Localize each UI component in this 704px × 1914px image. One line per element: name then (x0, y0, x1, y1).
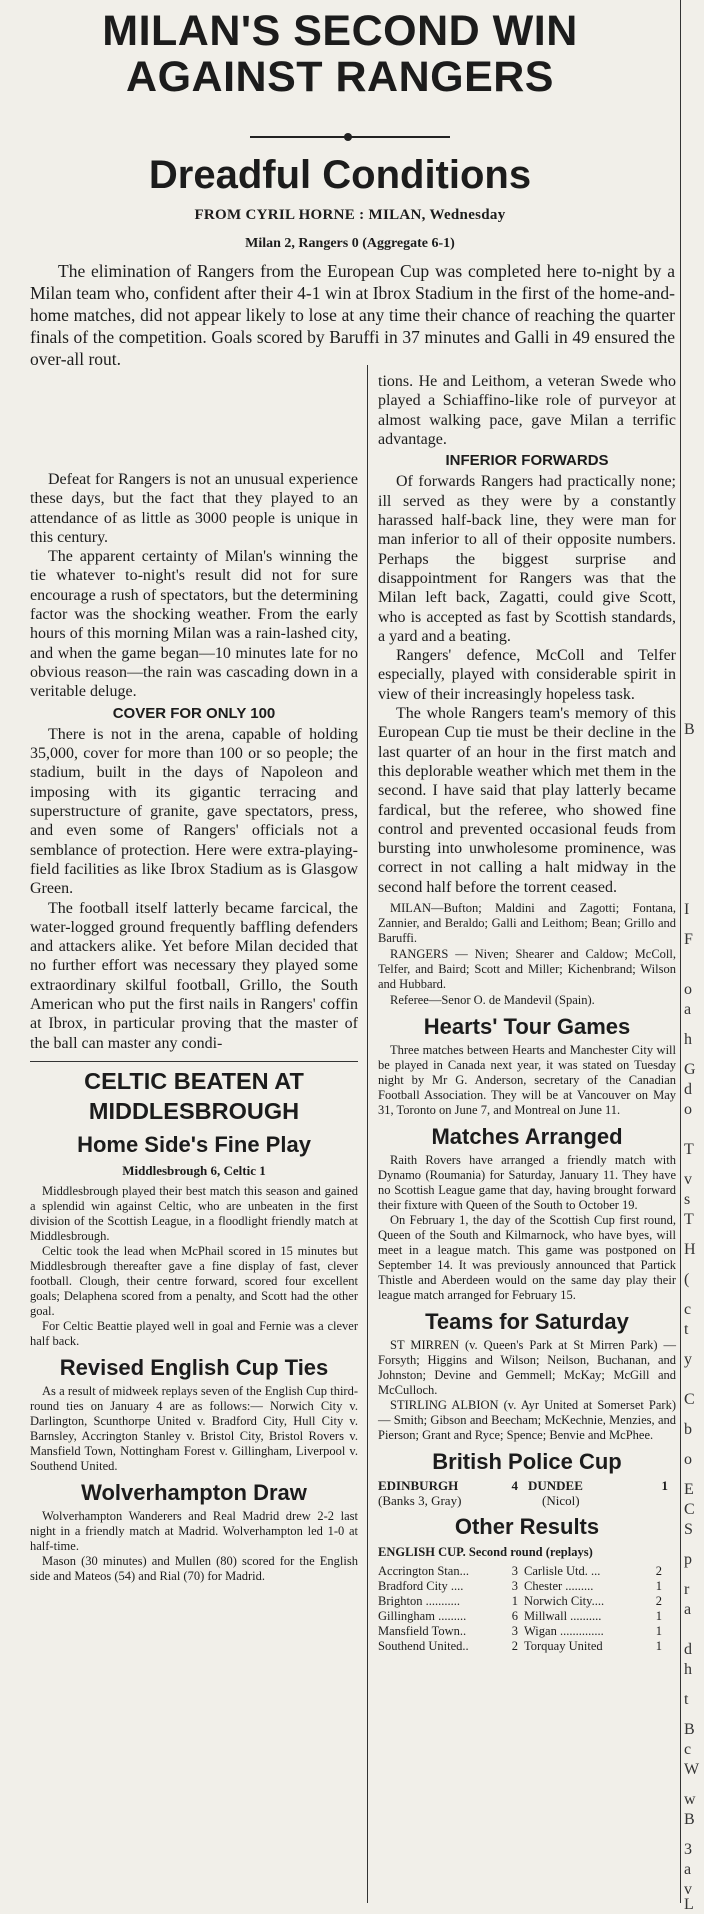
result-cell: Accrington Stan... (378, 1564, 469, 1579)
result-cell: 1 (655, 1579, 662, 1594)
adjacent-fragment-letter: y (684, 1351, 692, 1368)
adjacent-fragment-letter: a (684, 1601, 692, 1618)
right-paragraph-1: tions. He and Leithom, a veteran Swede who played a Schiaffino-like role of purveyor at almost walking pace, gave Milan a terrific advantage. (378, 373, 676, 448)
matches-story: Raith Rovers have arranged a friendly match with Dynamo (Roumania) for Saturday, January 11. They have no Scottish League game that day, having brought forward their fixture with Queen of the South to October 19. On February 1, the day of the Scottish Cup first round, Queen of the South and Kilmarnock, who have byes, will meet in a league match. This game was postponed on September 14. It was previously announced that Partick Thistle and Aberdeen would on the same day play their league match arranged for February 15. (378, 1153, 676, 1303)
team-milan: MILAN—Bufton; Maldini and Zagotti; Fontana, Zannier, and Beraldo; Galli and Leithom; Bean; Grillo and Baruffi. (378, 901, 676, 946)
adjacent-fragment-letter: h (684, 1031, 692, 1048)
column-divider (367, 365, 368, 1903)
adjacent-fragment-letter: v (684, 1171, 692, 1188)
right-column (378, 372, 676, 1654)
teams-headline: Teams for Saturday (425, 1309, 629, 1335)
celtic-subheadline: Home Side's Fine Play (77, 1131, 311, 1157)
cupties-story: As a result of midweek replays seven of the English Cup third-round ties on January 4 are as follows:— Norwich City v. Darlington, Scunthorpe United v. Bradford City, Hull City v. Barnsley, Accrington Stanley v. Bristol City, Bristol Rovers v. Mansfield Town, Nottingham Forest v. Gillingham, Liverpool v. Southend United. (30, 1384, 358, 1474)
result-cell: 1 (655, 1609, 662, 1624)
result-cell: 1 (511, 1594, 518, 1609)
result-row (378, 1624, 676, 1639)
adjacent-fragment-letter: B (684, 1721, 695, 1738)
result-cell: 6 (511, 1609, 518, 1624)
adjacent-fragment-letter: t (684, 1691, 689, 1708)
results-table (378, 1564, 676, 1654)
result-row (378, 1594, 676, 1609)
adjacent-fragment-letter: t (684, 1321, 689, 1338)
celtic-story: Middlesbrough played their best match this season and gained a splendid win against Celtic, who are unbeaten in the first division of the Scottish League, in a floodlight friendly match at Middlesbrough. Celtic took the lead when McPhail scored in 15 minutes but Middlesbrough thereafter gave a fine display of fast, clever football. Clough, their centre forward, scored four excellent goals; Delaphena scored from a penalty, and Scott had the other goal. For Celtic Beattie played well in goal and Fernie was a clever half back. (30, 1184, 358, 1349)
wolves-headline: Wolverhampton Draw (81, 1480, 307, 1506)
adjacent-fragment-letter: ( (684, 1271, 690, 1288)
adjacent-fragment-letter: S (684, 1521, 693, 1538)
adjacent-fragment-letter: G (684, 1061, 696, 1078)
team-rangers: RANGERS — Niven; Shearer and Caldow; McColl, Telfer, and Baird; Scott and Miller; Kichenbrand; Wilson and Hubbard. (378, 947, 676, 992)
team-lineups (378, 901, 676, 1008)
right-paragraph-4: The whole Rangers team's memory of this European Cup tie must be their decline in the last quarter of an hour in the first match and this deplorable weather which met them in the second. I have said that play latterly became fardical, but the referee, who showed fine control and prevented occasional feuds from bursting into unwholesome prominence, was correct in not calling a halt midway in the second half before the torrent ceased. (378, 705, 676, 896)
adjacent-fragment-letter: d (684, 1641, 692, 1658)
main-headline (0, 8, 680, 100)
result-row (378, 1609, 676, 1624)
adjacent-fragment-letter: h (684, 1661, 692, 1678)
result-cell: Brighton ........... (378, 1594, 460, 1609)
result-cell: Gillingham ......... (378, 1609, 467, 1624)
adjacent-column-fragment (680, 0, 704, 1913)
celtic-score: Middlesbrough 6, Celtic 1 (122, 1162, 266, 1178)
hearts-story: Three matches between Hearts and Manchester City will be played in Canada next year, it was stated on Tuesday night by Mr G. Anderson, secretary of the Canadian Football Association. They will be at Vancouver on May 31, Toronto on June 7, and Montreal on June 11. (378, 1043, 676, 1118)
hearts-headline: Hearts' Tour Games (423, 1014, 631, 1040)
result-row (378, 1579, 676, 1594)
headline-divider (250, 136, 450, 138)
left-paragraph-1: Defeat for Rangers is not an unusual experience these days, but the fact that they played to an attendance of as little as 3000 people is unique in this century. (30, 471, 358, 546)
lead-paragraph: The elimination of Rangers from the European Cup was completed here to-night by a Milan team who, confident after their 4-1 win at Ibrox Stadium in the first of the home-and-home matches, did not appear likely to lose at any time their chance of reaching the quarter finals of the competition. Goals scored by Baruffi in 37 minutes and Galli in 49 ensured the over-all rout. (30, 261, 675, 369)
left-paragraph-3: There is not in the arena, capable of holding 35,000, cover for more than 100 or so people; the stadium, built in the days of Napoleon and imposing with its gigantic terracing and superstructure of granite, gave spectators, press, and even some of Rangers' officials not a semblance of protection. Here were extra-playing-field facilities as like Ibrox Stadium as is Glasgow Green. (30, 725, 358, 898)
right-paragraph-3: Rangers' defence, McColl and Telfer especially, played with considerable spirit in view of their increasingly hopeless task. (378, 647, 676, 703)
left-paragraph-2: The apparent certainty of Milan's winning the tie whatever to-night's result did not for sure encourage a rush of spectators, but the determining factor was the shocking weather. From the early hours of this morning Milan was a rain-lashed city, and when the game began—10 minutes late for no obvious reason—the rain was cascading down in a veritable deluge. (30, 548, 358, 701)
headline-line-2: AGAINST RANGERS (126, 53, 554, 101)
scoreline: Milan 2, Rangers 0 (Aggregate 6-1) (245, 236, 455, 251)
result-row (378, 1564, 676, 1579)
wolves-story: Wolverhampton Wanderers and Real Madrid drew 2-2 last night in a friendly match at Madrid. Wolverhampton led 1-0 at half-time. Mason (30 minutes) and Mullen (80) scored for the English side and Mateos (54) and Rial (70) for Madrid. (30, 1509, 358, 1584)
adjacent-fragment-letter: v (684, 1881, 692, 1898)
adjacent-fragment-letter: 3 (684, 1841, 692, 1858)
adjacent-fragment-letter: H (684, 1241, 696, 1258)
sub-headline: Dreadful Conditions (148, 153, 532, 197)
adjacent-fragment-letter: L (684, 1896, 694, 1913)
crosshead-forwards: INFERIOR FORWARDS (445, 452, 609, 470)
result-cell: Carlisle Utd. ... (524, 1564, 601, 1579)
result-cell: 3 (511, 1564, 518, 1579)
adjacent-fragment-letter: r (684, 1581, 690, 1598)
result-cell: 1 (655, 1624, 662, 1639)
adjacent-fragment-letter: p (684, 1551, 692, 1568)
adjacent-fragment-letter: C (684, 1501, 695, 1518)
result-cell: 3 (511, 1624, 518, 1639)
adjacent-fragment-letter: I (684, 901, 690, 918)
result-cell: 1 (655, 1639, 662, 1654)
result-cell: Chester ......... (524, 1579, 594, 1594)
crosshead-cover: COVER FOR ONLY 100 (112, 704, 276, 722)
result-cell: Torquay United (524, 1639, 603, 1654)
adjacent-fragment-letter: W (684, 1761, 700, 1778)
adjacent-fragment-letter: E (684, 1481, 694, 1498)
adjacent-fragment-letter: o (684, 1451, 692, 1468)
adjacent-fragment-letter: w (684, 1791, 696, 1808)
referee: Referee—Senor O. de Mandevil (Spain). (390, 993, 595, 1008)
adjacent-fragment-letter: o (684, 981, 692, 998)
adjacent-fragment-letter: B (684, 721, 695, 738)
other-results-headline: Other Results (454, 1514, 600, 1540)
adjacent-fragment-letter: a (684, 1861, 692, 1878)
result-cell: Southend United.. (378, 1639, 469, 1654)
matches-headline: Matches Arranged (431, 1124, 623, 1150)
adjacent-fragment-letter: b (684, 1421, 692, 1438)
result-cell: 2 (511, 1639, 518, 1654)
adjacent-fragment-letter: a (684, 1001, 692, 1018)
left-paragraph-4: The football itself latterly became farcical, the water-logged ground frequently baffling defenders and attackers alike. Yet before Milan decided that no further effort was necessary they played some extraordinary skilful football, Grillo, the South American who put the first nails in Rangers' coffin at Ibrox, in particular proving that the master of the ball can master any condi- (30, 899, 358, 1052)
byline: FROM CYRIL HORNE : MILAN, Wednesday (194, 207, 506, 223)
adjacent-fragment-letter: T (684, 1141, 694, 1158)
adjacent-fragment-letter: T (684, 1211, 694, 1228)
teams-story: ST MIRREN (v. Queen's Park at St Mirren Park) — Forsyth; Higgins and Wilson; Neilson, Buchanan, and Johnston; Devine and Gemmell; McKay; McGill and McCulloch. STIRLING ALBION (v. Ayr United at Somerset Park) — Smith; Gibson and Beecham; McKechnie, Menzies, and Pierson; Grant and Ryce; Spence; Benvie and McPhee. (378, 1338, 676, 1443)
adjacent-fragment-letter: C (684, 1391, 695, 1408)
adjacent-fragment-letter: d (684, 1081, 692, 1098)
adjacent-fragment-letter: c (684, 1741, 692, 1758)
result-cell: Norwich City.... (524, 1594, 605, 1609)
cupties-headline: Revised English Cup Ties (59, 1355, 329, 1381)
result-cell: 2 (655, 1594, 662, 1609)
police-headline: British Police Cup (432, 1449, 622, 1475)
result-cell: 2 (655, 1564, 662, 1579)
right-paragraph-2: Of forwards Rangers had practically none; ill served as they were by a constantly harassed half-back line, they were man for man inferior to all of their opposite numbers. Perhaps the biggest surprise and disappointment for Rangers was that the Milan left back, Zagatti, could give Scott, who is accepted as fast by Scottish standards, a yard and a beating. (378, 473, 676, 645)
adjacent-fragment-letter: c (684, 1301, 692, 1318)
result-cell: Millwall .......... (524, 1609, 602, 1624)
celtic-headline: CELTIC BEATEN AT MIDDLESBROUGH (84, 1067, 304, 1124)
adjacent-fragment-letter: B (684, 1811, 695, 1828)
police-result: EDINBURGH 4 DUNDEE 1 (Banks 3, Gray) (Nicol) (378, 1478, 668, 1509)
result-row (378, 1639, 676, 1654)
result-cell: 3 (511, 1579, 518, 1594)
adjacent-fragment-letter: F (684, 931, 693, 948)
result-cell: Mansfield Town.. (378, 1624, 467, 1639)
result-cell: Wigan .............. (524, 1624, 604, 1639)
left-column (30, 470, 358, 1584)
section-rule (30, 1061, 358, 1062)
other-results-sub: ENGLISH CUP. Second round (replays) (378, 1545, 593, 1560)
adjacent-fragment-letter: s (684, 1191, 691, 1208)
adjacent-fragment-letter: o (684, 1101, 692, 1118)
result-cell: Bradford City .... (378, 1579, 464, 1594)
headline-line-1: MILAN'S SECOND WIN (102, 7, 578, 55)
